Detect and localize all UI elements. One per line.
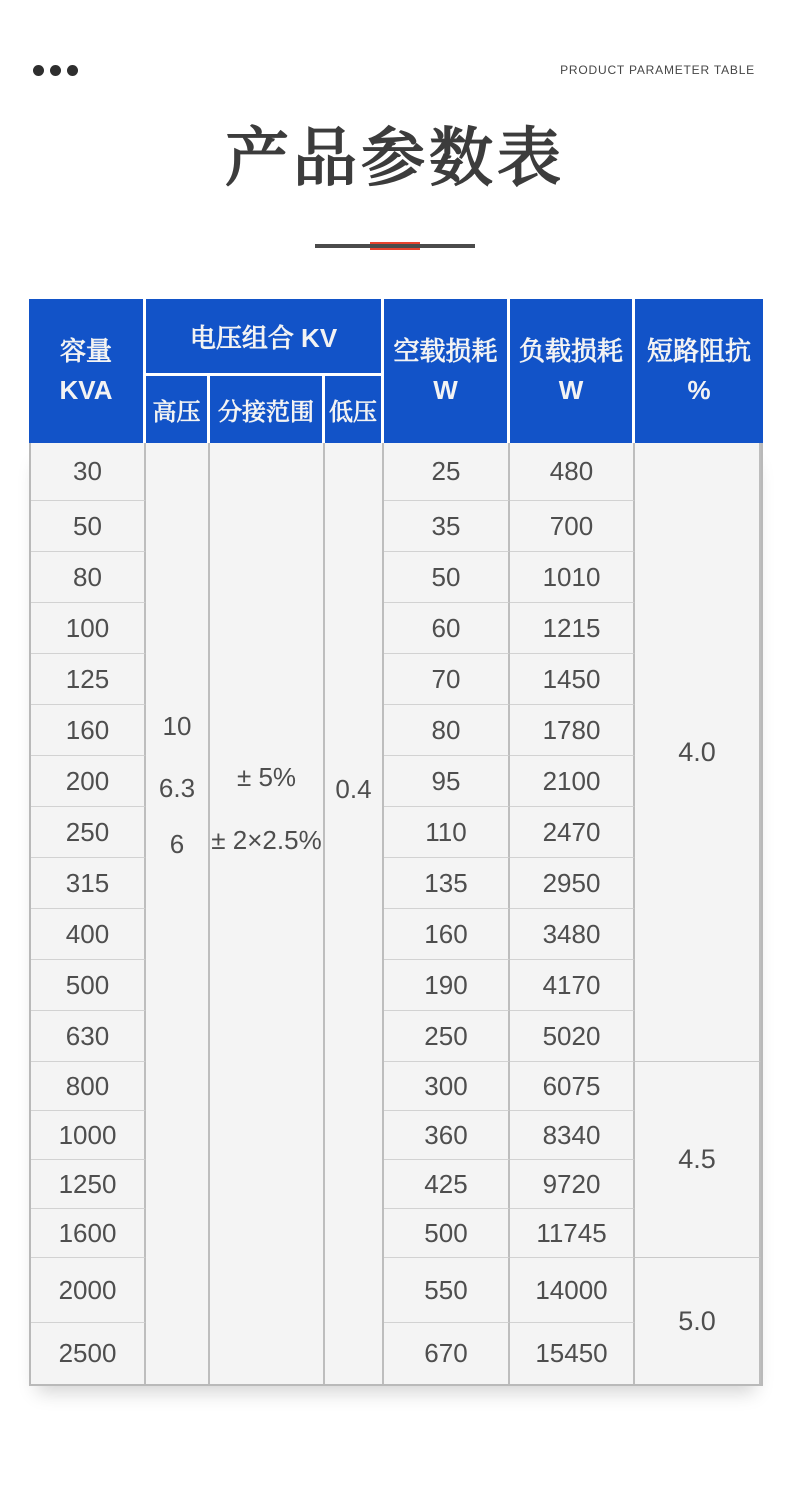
no-load-cell: 135 [384,857,510,908]
impedance-cell: 5.0 [635,1257,761,1384]
no-load-cell: 110 [384,806,510,857]
capacity-cell: 1600 [31,1208,146,1257]
no-load-cell: 425 [384,1159,510,1208]
col-header-capacity-line1: 容量 [59,336,112,366]
no-load-cell: 360 [384,1110,510,1159]
no-load-cell: 35 [384,500,510,551]
col-header-impedance-line1: 短路阻抗 [646,336,751,366]
load-loss-cell: 700 [510,500,635,551]
no-load-cell: 80 [384,704,510,755]
no-load-cell: 95 [384,755,510,806]
no-load-cell: 550 [384,1257,510,1322]
page-title: 产品参数表 [225,122,565,194]
load-loss-cell: 14000 [510,1257,635,1322]
tap-range-value: ± 5% [236,762,297,792]
load-loss-cell: 8340 [510,1110,635,1159]
impedance-cell: 4.0 [635,443,761,1061]
menu-dots-icon [33,65,78,76]
product-parameter-table [29,299,763,1386]
capacity-cell: 200 [31,755,146,806]
capacity-cell: 500 [31,959,146,1010]
capacity-cell: 50 [31,500,146,551]
col-header-voltage-group: 电压组合 KV [146,299,384,376]
hv-value: 6.3 [158,773,196,803]
col-header-lv: 低压 [325,376,384,443]
col-header-impedance [635,299,763,443]
col-header-load-loss-line1: 负载损耗 [518,336,623,366]
load-loss-cell: 480 [510,443,635,500]
no-load-cell: 160 [384,908,510,959]
load-loss-cell: 15450 [510,1322,635,1384]
top-bar [33,60,755,80]
load-loss-cell: 11745 [510,1208,635,1257]
capacity-cell: 1000 [31,1110,146,1159]
col-header-load-loss [510,299,635,443]
load-loss-cell: 6075 [510,1061,635,1110]
no-load-cell: 300 [384,1061,510,1110]
load-loss-cell: 5020 [510,1010,635,1061]
no-load-cell: 50 [384,551,510,602]
load-loss-cell: 1450 [510,653,635,704]
load-loss-cell: 1010 [510,551,635,602]
lv-value: 0.4 [335,774,372,804]
load-loss-cell: 2100 [510,755,635,806]
load-loss-cell: 3480 [510,908,635,959]
col-header-no-load-loss-line2: W [433,375,458,405]
col-header-tap-range: 分接范围 [210,376,325,443]
lv-merged-cell [325,443,384,1384]
hv-value: 6 [169,829,185,859]
table-body [29,443,763,1386]
no-load-cell: 25 [384,443,510,500]
no-load-cell: 670 [384,1322,510,1384]
load-loss-cell: 1215 [510,602,635,653]
capacity-cell: 250 [31,806,146,857]
capacity-cell: 1250 [31,1159,146,1208]
capacity-cell: 315 [31,857,146,908]
hv-merged-cell [146,443,210,1384]
load-loss-cell: 1780 [510,704,635,755]
capacity-cell: 80 [31,551,146,602]
load-loss-cell: 2950 [510,857,635,908]
col-header-capacity [29,299,146,443]
no-load-cell: 190 [384,959,510,1010]
capacity-cell: 125 [31,653,146,704]
capacity-cell: 30 [31,443,146,500]
capacity-cell: 400 [31,908,146,959]
tap-range-value: ± 2×2.5% [211,825,322,855]
impedance-cell: 4.5 [635,1061,761,1257]
col-header-load-loss-line2: W [558,375,584,405]
no-load-cell: 500 [384,1208,510,1257]
table-header [29,299,763,443]
load-loss-cell: 9720 [510,1159,635,1208]
tap-range-merged-cell [210,443,325,1384]
capacity-cell: 2500 [31,1322,146,1384]
capacity-cell: 100 [31,602,146,653]
load-loss-cell: 2470 [510,806,635,857]
col-header-no-load-loss-line1: 空载损耗 [393,336,498,366]
col-header-hv: 高压 [146,376,210,443]
col-header-impedance-line2: % [687,375,711,405]
capacity-cell: 630 [31,1010,146,1061]
page-tag: PRODUCT PARAMETER TABLE [560,63,755,77]
capacity-cell: 800 [31,1061,146,1110]
hv-value: 10 [162,711,192,741]
load-loss-cell: 4170 [510,959,635,1010]
no-load-cell: 70 [384,653,510,704]
divider-bar [315,244,475,248]
capacity-cell: 160 [31,704,146,755]
capacity-cell: 2000 [31,1257,146,1322]
col-header-capacity-line2: KVA [59,375,113,405]
col-header-no-load-loss [384,299,510,443]
title-divider [315,242,475,250]
no-load-cell: 60 [384,602,510,653]
no-load-cell: 250 [384,1010,510,1061]
